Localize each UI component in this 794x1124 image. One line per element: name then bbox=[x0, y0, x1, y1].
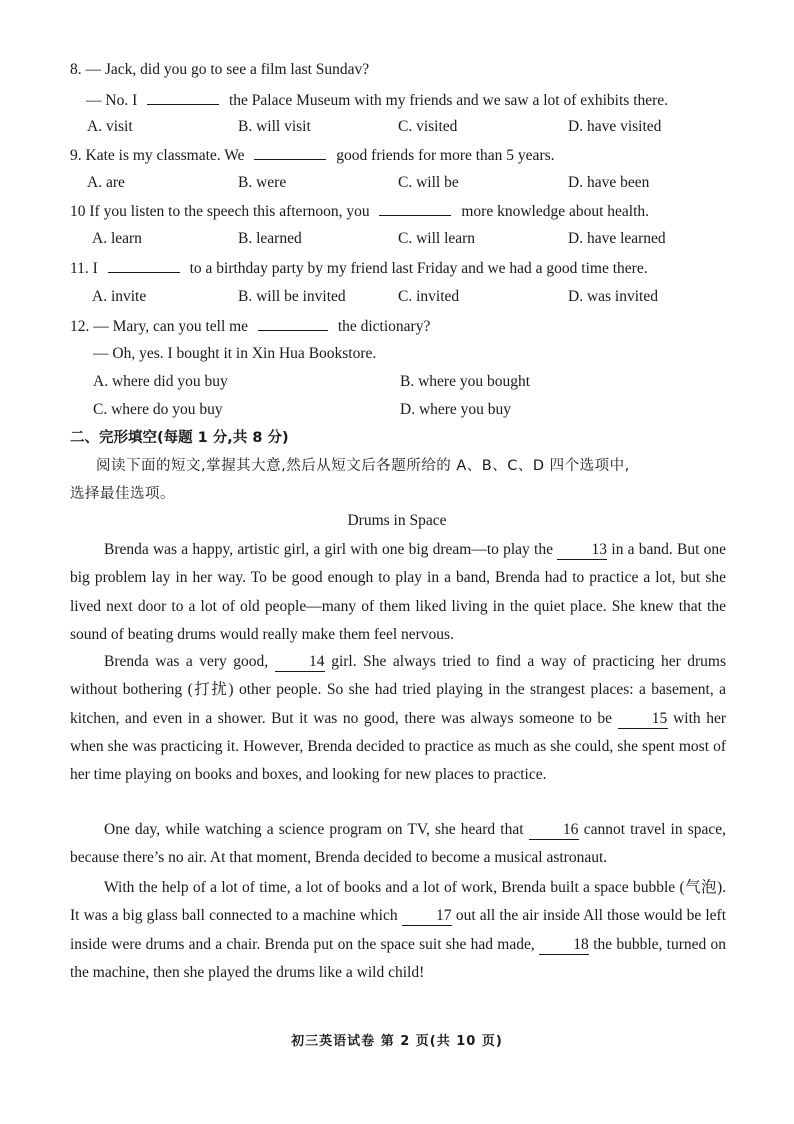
passage-paragraph-4 bbox=[70, 874, 726, 987]
question-12-blank bbox=[258, 316, 328, 331]
question-8-answer-start: — No. I bbox=[86, 92, 138, 109]
question-10-option-c: C. will learn bbox=[398, 230, 476, 247]
question-10-option-b: B. learned bbox=[238, 230, 302, 247]
question-12-option-b: B. where you bought bbox=[400, 373, 531, 390]
question-9-option-a: A. are bbox=[87, 174, 125, 191]
paragraph-1-text-end: in a band. But one big problem lay in her way. To be good enough to play in a band, Brenda had to practice a lot, but she lived next door to a lot of old people—many of them liked living in the quiet place. She knew that the sound of beating drums would really make them feel nervous. bbox=[70, 541, 726, 643]
blank-15: 15 bbox=[618, 710, 668, 729]
question-8-answer-end: the Palace Museum with my friends and we saw a lot of exhibits there. bbox=[228, 92, 669, 109]
question-10-option-a: A. learn bbox=[92, 230, 142, 247]
question-8-stem: 8. — Jack, did you go to see a film last Sundav? bbox=[70, 61, 370, 78]
paragraph-3-text-start: One day, while watching a science program on TV, she heard that bbox=[104, 821, 524, 838]
question-10-stem bbox=[70, 201, 649, 222]
question-8-option-c: C. visited bbox=[398, 118, 458, 135]
question-9-option-d: D. have been bbox=[568, 174, 650, 191]
paragraph-2-text-middle: girl. She always tried to find a way of practicing her drums without bothering (打扰) other people. So she had tried playing in the strangest places: a basement, a kitchen, and even in a shower. But it was no good, there was always someone to be bbox=[70, 653, 727, 727]
question-11-stem-end: to a birthday party by my friend last Friday and we had a good time there. bbox=[189, 260, 648, 277]
question-11-stem-start: 11. I bbox=[70, 260, 98, 277]
question-9-stem bbox=[70, 145, 555, 166]
passage-paragraph-3 bbox=[70, 816, 726, 873]
question-12-option-d: D. where you buy bbox=[400, 401, 512, 418]
passage-title: Drums in Space bbox=[347, 512, 447, 529]
question-11-option-c: C. invited bbox=[398, 288, 460, 305]
blank-17: 17 bbox=[402, 907, 452, 926]
blank-16: 16 bbox=[529, 821, 579, 840]
question-8-option-d: D. have visited bbox=[568, 118, 662, 135]
question-8-answer-line bbox=[86, 90, 668, 111]
question-11-option-a: A. invite bbox=[92, 288, 147, 305]
question-8-option-a: A. visit bbox=[87, 118, 133, 135]
question-12-option-c: C. where do you buy bbox=[93, 401, 223, 418]
question-9-stem-end: good friends for more than 5 years. bbox=[336, 147, 555, 164]
blank-14: 14 bbox=[275, 653, 325, 672]
question-11-option-d: D. was invited bbox=[568, 288, 658, 305]
section-2-heading: 二、完形填空(每题 1 分,共 8 分) bbox=[70, 430, 289, 446]
paragraph-3-text-end: cannot travel in space, because there’s no air. At that moment, Brenda decided to become a musical astronaut. bbox=[70, 821, 727, 867]
paragraph-2-text-start: Brenda was a very good, bbox=[104, 653, 269, 670]
blank-18: 18 bbox=[539, 936, 589, 955]
question-12-stem bbox=[70, 316, 430, 337]
question-10-option-d: D. have learned bbox=[568, 230, 666, 247]
question-8-blank bbox=[147, 90, 219, 105]
paragraph-4-text-end: the bubble, turned on the machine, then she played the drums like a wild child! bbox=[70, 935, 726, 981]
question-12-stem-start: 12. — Mary, can you tell me bbox=[70, 318, 249, 335]
question-9-option-c: C. will be bbox=[398, 174, 459, 191]
paragraph-1-text-start: Brenda was a happy, artistic girl, a girl with one big dream—to play the bbox=[104, 541, 553, 558]
question-10-stem-end: more knowledge about health. bbox=[461, 203, 650, 220]
section-2-instruction-line-2: 选择最佳选项。 bbox=[70, 486, 175, 502]
question-9-blank bbox=[254, 145, 326, 160]
blank-13: 13 bbox=[557, 541, 607, 560]
paragraph-4-text-middle: out all the air inside All those would be left inside were drums and a chair. Brenda put on the space suit she had made, bbox=[70, 907, 727, 953]
question-12-stem-end: the dictionary? bbox=[337, 318, 431, 335]
section-2-instruction-line-1: 阅读下面的短文,掌握其大意,然后从短文后各题所给的 A、B、C、D 四个选项中, bbox=[96, 458, 630, 474]
question-8-option-b: B. will visit bbox=[238, 118, 311, 135]
question-11-stem bbox=[70, 258, 648, 279]
question-11-blank bbox=[108, 258, 180, 273]
question-12-answer-line: — Oh, yes. I bought it in Xin Hua Bookstore. bbox=[93, 345, 377, 362]
paragraph-2-text-end: with her when she was practicing it. However, Brenda decided to practice as much as she could, she spent most of her time playing on books and boxes, and looking for new places to practice. bbox=[70, 709, 726, 784]
paragraph-4-text-start: With the help of a lot of time, a lot of books and a lot of work, Brenda built a space bubble (气泡). It was a big glass ball connected to a machine which bbox=[70, 879, 726, 925]
page-footer: 初三英语试卷 第 2 页(共 10 页) bbox=[291, 1034, 503, 1049]
question-10-blank bbox=[379, 201, 451, 216]
question-11-option-b: B. will be invited bbox=[238, 288, 346, 305]
passage-paragraph-2 bbox=[70, 648, 726, 789]
question-9-stem-start: 9. Kate is my classmate. We bbox=[70, 147, 245, 164]
passage-paragraph-1 bbox=[70, 536, 726, 649]
question-12-option-a: A. where did you buy bbox=[93, 373, 228, 390]
question-9-option-b: B. were bbox=[238, 174, 287, 191]
question-10-stem-start: 10 If you listen to the speech this afternoon, you bbox=[70, 203, 370, 220]
